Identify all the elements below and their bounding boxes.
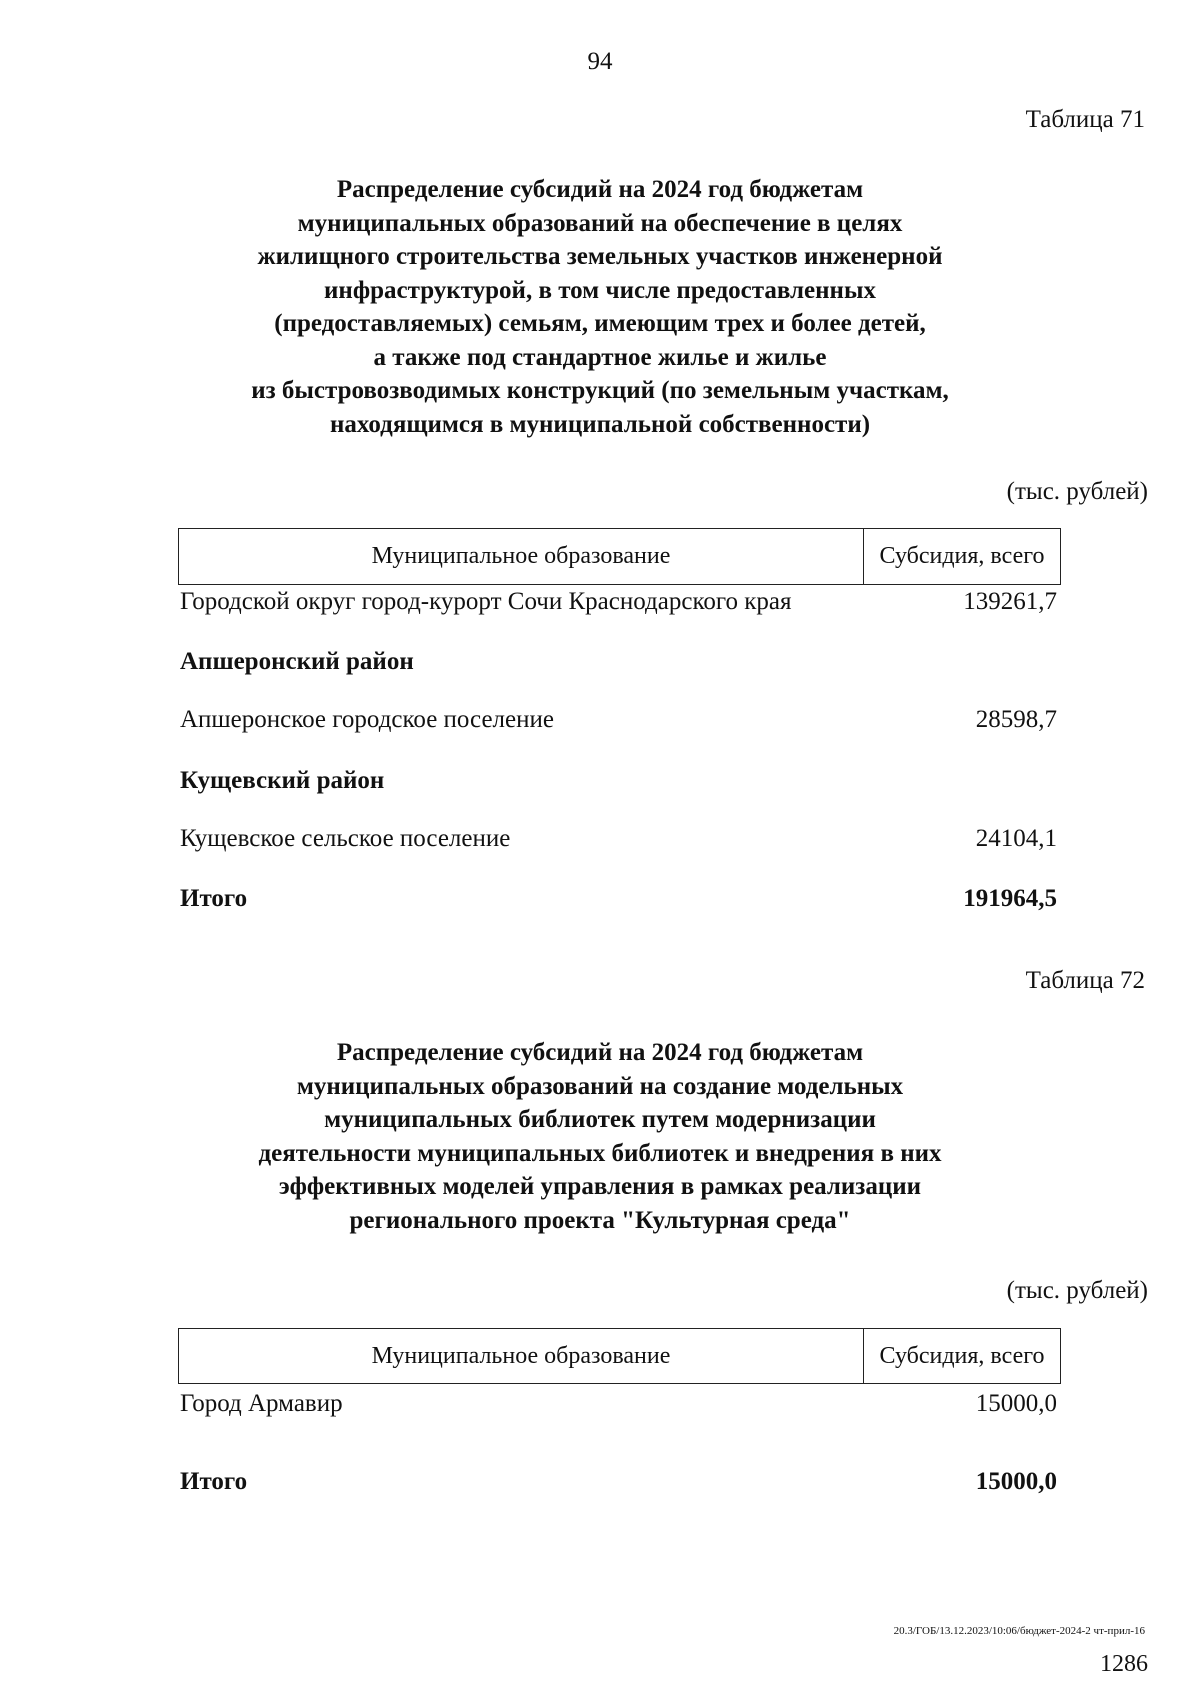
title-line: муниципальных библиотек путем модернизации	[324, 1106, 876, 1133]
table-71-label: Таблица 71	[1025, 106, 1145, 133]
row-name: Апшеронский район	[180, 648, 414, 675]
row-value: 24104,1	[975, 825, 1057, 852]
table-71-units: (тыс. рублей)	[1006, 478, 1148, 505]
table-row	[180, 1390, 1057, 1418]
header-subsidy-total: Субсидия, всего	[879, 543, 1045, 569]
table-row	[180, 767, 1057, 795]
row-name: Кущевское сельское поселение	[180, 825, 511, 852]
sheet-number: 1286	[1100, 1651, 1148, 1677]
page-number: 94	[587, 48, 613, 75]
row-value: 191964,5	[963, 885, 1057, 912]
header-subsidy-total: Субсидия, всего	[879, 1342, 1045, 1369]
footer-document-code: 20.3/ГОБ/13.12.2023/10:06/бюджет-2024-2 чт-прил-16	[893, 1625, 1145, 1637]
header-municipality: Муниципальное образование	[179, 529, 864, 584]
table-72-label: Таблица 72	[1025, 967, 1145, 994]
table-72-title	[150, 1036, 1050, 1237]
header-municipality: Муниципальное образование	[179, 1329, 864, 1383]
title-line: находящимся в муниципальной собственности)	[329, 410, 871, 438]
row-value: 15000,0	[975, 1468, 1057, 1495]
table-71-header	[178, 528, 1061, 585]
title-line: а также под стандартное жилье и жилье	[373, 343, 827, 371]
row-name: Кущевский район	[180, 767, 385, 794]
title-line: эффективных моделей управления в рамках реализации	[278, 1173, 922, 1200]
row-value: 139261,7	[963, 588, 1057, 615]
table-row	[180, 825, 1057, 853]
table-72-units: (тыс. рублей)	[1006, 1277, 1148, 1304]
table-row	[180, 706, 1057, 734]
title-line: деятельности муниципальных библиотек и внедрения в них	[258, 1139, 942, 1167]
row-name: Апшеронское городское поселение	[180, 706, 554, 733]
table-total-row	[180, 885, 1057, 913]
title-line: Распределение субсидий на 2024 год бюджетам	[336, 1039, 864, 1066]
row-name: Итого	[180, 885, 248, 912]
title-line: регионального проекта "Культурная среда"	[349, 1206, 851, 1234]
title-line: муниципальных образований на обеспечение в целях	[297, 209, 903, 237]
table-71-title	[150, 173, 1050, 441]
table-row	[180, 588, 1057, 616]
row-value: 15000,0	[975, 1390, 1057, 1417]
table-total-row	[180, 1468, 1057, 1496]
table-72-header	[178, 1328, 1061, 1384]
row-value: 28598,7	[975, 706, 1057, 733]
title-line: инфраструктурой, в том числе предоставленных	[324, 276, 876, 304]
row-name: Итого	[180, 1468, 248, 1495]
title-line: (предоставляемых) семьям, имеющим трех и более детей,	[274, 310, 926, 337]
row-name: Городской округ город-курорт Сочи Краснодарского края	[180, 588, 792, 615]
row-name: Город Армавир	[180, 1390, 343, 1417]
table-row	[180, 648, 1057, 676]
title-line: Распределение субсидий на 2024 год бюджетам	[336, 176, 864, 203]
title-line: жилищного строительства земельных участков инженерной	[257, 243, 943, 270]
title-line: из быстровозводимых конструкций (по земельным участкам,	[251, 377, 949, 404]
title-line: муниципальных образований на создание модельных	[296, 1072, 904, 1100]
